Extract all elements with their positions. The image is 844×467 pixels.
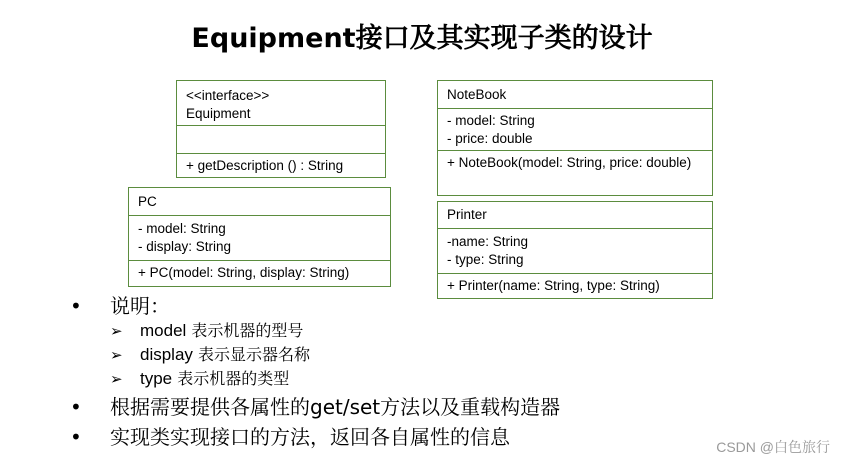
class-name-section	[129, 188, 390, 215]
class-name-section	[438, 202, 712, 228]
method-item: + PC(model: String, display: String)	[138, 265, 350, 280]
stereotype-label: <<interface>>	[186, 88, 270, 103]
page-title: Equipment接口及其实现子类的设计	[191, 23, 653, 54]
attribute-item: - type: String	[447, 252, 524, 267]
class-name-section	[177, 81, 385, 125]
bullet-icon: •	[70, 425, 82, 449]
bullet-text: 根据需要提供各属性的get/set方法以及重载构造器	[110, 395, 561, 419]
notes-heading: 说明：	[110, 294, 170, 318]
method-item: + getDescription () : String	[186, 158, 344, 173]
class-box-notebook	[437, 80, 713, 196]
methods-section	[438, 273, 712, 298]
methods-section	[177, 153, 385, 177]
class-name-section	[438, 81, 712, 108]
class-name: Printer	[447, 207, 487, 222]
arrow-bullet-icon: ➢	[110, 322, 123, 340]
attribute-item: - model: String	[138, 221, 226, 236]
methods-section	[438, 150, 712, 195]
attributes-section	[177, 125, 385, 153]
attribute-item: - model: String	[447, 113, 535, 128]
sub-item-term: model	[140, 321, 187, 340]
arrow-bullet-icon: ➢	[110, 370, 123, 388]
method-item: + Printer(name: String, type: String)	[447, 278, 660, 293]
sub-item-term: display	[140, 345, 193, 364]
watermark: CSDN @白色旅行	[716, 439, 830, 455]
attributes-section	[438, 228, 712, 273]
bullet-icon: •	[70, 294, 82, 318]
class-name: Equipment	[186, 106, 251, 121]
sub-item-desc: 表示机器的类型	[172, 369, 290, 388]
bullet-text: 实现类实现接口的方法，返回各自属性的信息	[110, 425, 510, 449]
arrow-bullet-icon: ➢	[110, 346, 123, 364]
class-box-printer	[437, 201, 713, 299]
class-name: NoteBook	[447, 87, 507, 102]
attribute-item: - price: double	[447, 131, 533, 146]
sub-item-term: type	[140, 369, 173, 388]
attributes-section	[129, 215, 390, 260]
class-box-pc	[128, 187, 391, 287]
sub-item-desc: 表示显示器名称	[192, 345, 311, 364]
attribute-item: -name: String	[447, 234, 529, 249]
attributes-section	[438, 108, 712, 150]
class-box-equipment	[176, 80, 386, 178]
attribute-item: - display: String	[138, 239, 232, 254]
bullet-icon: •	[70, 395, 82, 419]
sub-item-desc: 表示机器的型号	[186, 321, 304, 340]
class-name: PC	[138, 194, 157, 209]
method-item: + NoteBook(model: String, price: double)	[447, 155, 692, 170]
methods-section	[129, 260, 390, 286]
